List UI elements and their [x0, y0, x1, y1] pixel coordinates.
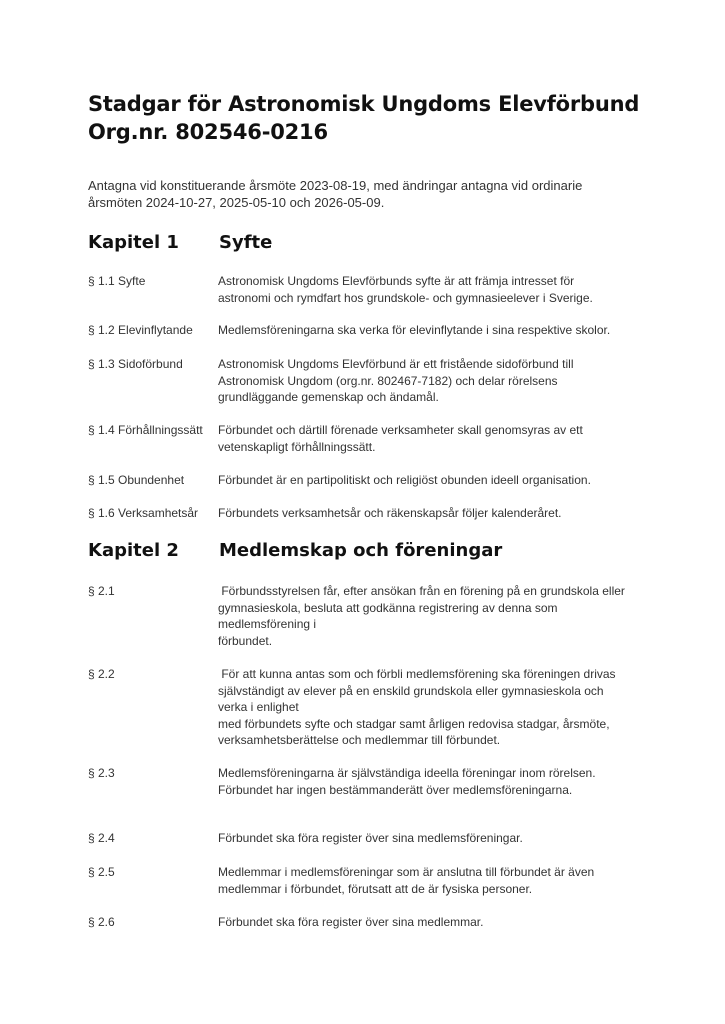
paragraph-text — [218, 765, 643, 798]
text-line: Förbundets verksamhetsår och räkenskapsår följer kalenderåret. — [218, 506, 562, 520]
text-line: Medlemmar i medlemsföreningar som är anslutna till förbundet är även — [218, 865, 595, 879]
paragraph-text — [218, 472, 643, 489]
text-line: Astronomisk Ungdoms Elevförbund är ett fristående sidoförbund till — [218, 357, 574, 371]
text-line: grundläggande gemenskap och ändamål. — [218, 390, 439, 404]
text-line: verksamhetsberättelse och medlemmar till förbundet. — [218, 733, 501, 747]
text-line: astronomi och rymdfart hos grundskole- och gymnasieelever i Sverige. — [218, 290, 593, 305]
intro-line-1: Antagna vid konstituerande årsmöte 2023-08-19, med ändringar antagna vid ordinarie — [88, 178, 583, 193]
text-line: med förbundets syfte och stadgar samt årligen redovisa stadgar, årsmöte, — [218, 716, 610, 731]
text-line: För att kunna antas som och förbli medlemsförening ska föreningen drivas — [218, 667, 616, 681]
paragraph-number: § 2.2 — [88, 667, 115, 681]
title-line-2: Org.nr. 802546-0216 — [88, 120, 328, 144]
paragraph-number: § 2.4 — [88, 831, 115, 845]
paragraph-number: § 1.6 Verksamhetsår — [88, 506, 199, 520]
chapter-title: Syfte — [219, 232, 273, 253]
paragraph-text — [218, 322, 643, 339]
text-line: självständigt av elever på en enskild grundskola eller gymnasieskola och — [218, 683, 604, 698]
paragraph-number: § 1.4 Förhållningssätt — [88, 423, 203, 437]
text-line: medlemmar i förbundet, förutsatt att de är fysiska personer. — [218, 881, 533, 896]
chapter-number: Kapitel 1 — [88, 232, 179, 253]
paragraph-text — [218, 914, 643, 931]
text-line: förbundet. — [218, 633, 273, 648]
text-line: Förbundet ska föra register över sina medlemsföreningar. — [218, 831, 523, 845]
document-title — [88, 90, 708, 146]
text-line: vetenskapligt förhållningssätt. — [218, 439, 376, 454]
paragraph-text — [218, 666, 643, 749]
text-line: Förbundet och därtill förenade verksamheter skall genomsyras av ett — [218, 423, 583, 437]
text-line: Förbundet är en partipolitiskt och religiöst obunden ideell organisation. — [218, 473, 591, 487]
paragraph-text — [218, 830, 643, 847]
text-line: verka i enlighet — [218, 700, 299, 714]
paragraph-number: § 1.3 Sidoförbund — [88, 357, 183, 371]
paragraph-number: § 2.5 — [88, 865, 115, 879]
text-line: Förbundsstyrelsen får, efter ansökan från en förening på en grundskola eller — [218, 584, 625, 598]
text-line: Medlemsföreningarna ska verka för elevinflytande i sina respektive skolor. — [218, 323, 611, 337]
text-line: Medlemsföreningarna är självständiga ideella föreningar inom rörelsen. — [218, 766, 596, 780]
paragraph-text — [218, 583, 643, 649]
intro-line-2: årsmöten 2024-10-27, 2025-05-10 och 2026-05-09. — [88, 195, 385, 210]
paragraph-number: § 2.1 — [88, 584, 115, 598]
paragraph-number: § 1.2 Elevinflytande — [88, 323, 193, 337]
chapter-number: Kapitel 2 — [88, 540, 179, 561]
paragraph-text — [218, 505, 643, 522]
text-line: Förbundet har ingen bestämmanderätt över medlemsföreningarna. — [218, 782, 573, 797]
text-line: medlemsförening i — [218, 617, 317, 631]
paragraph-text — [218, 356, 643, 406]
paragraph-text — [218, 273, 643, 306]
text-line: gymnasieskola, besluta att godkänna registrering av denna som — [218, 600, 558, 615]
chapter-title: Medlemskap och föreningar — [219, 540, 503, 561]
paragraph-number: § 2.3 — [88, 766, 115, 780]
paragraph-number: § 1.5 Obundenhet — [88, 473, 185, 487]
paragraph-number: § 2.6 — [88, 915, 115, 929]
intro-text — [88, 177, 648, 211]
text-line: Astronomisk Ungdom (org.nr. 802467-7182) och delar rörelsens — [218, 373, 558, 388]
paragraph-text — [218, 422, 643, 455]
title-line-1: Stadgar för Astronomisk Ungdoms Elevförbund — [88, 92, 640, 116]
paragraph-text — [218, 864, 643, 897]
text-line: Astronomisk Ungdoms Elevförbunds syfte är att främja intresset för — [218, 274, 575, 288]
paragraph-number: § 1.1 Syfte — [88, 274, 146, 288]
text-line: Förbundet ska föra register över sina medlemmar. — [218, 915, 484, 929]
